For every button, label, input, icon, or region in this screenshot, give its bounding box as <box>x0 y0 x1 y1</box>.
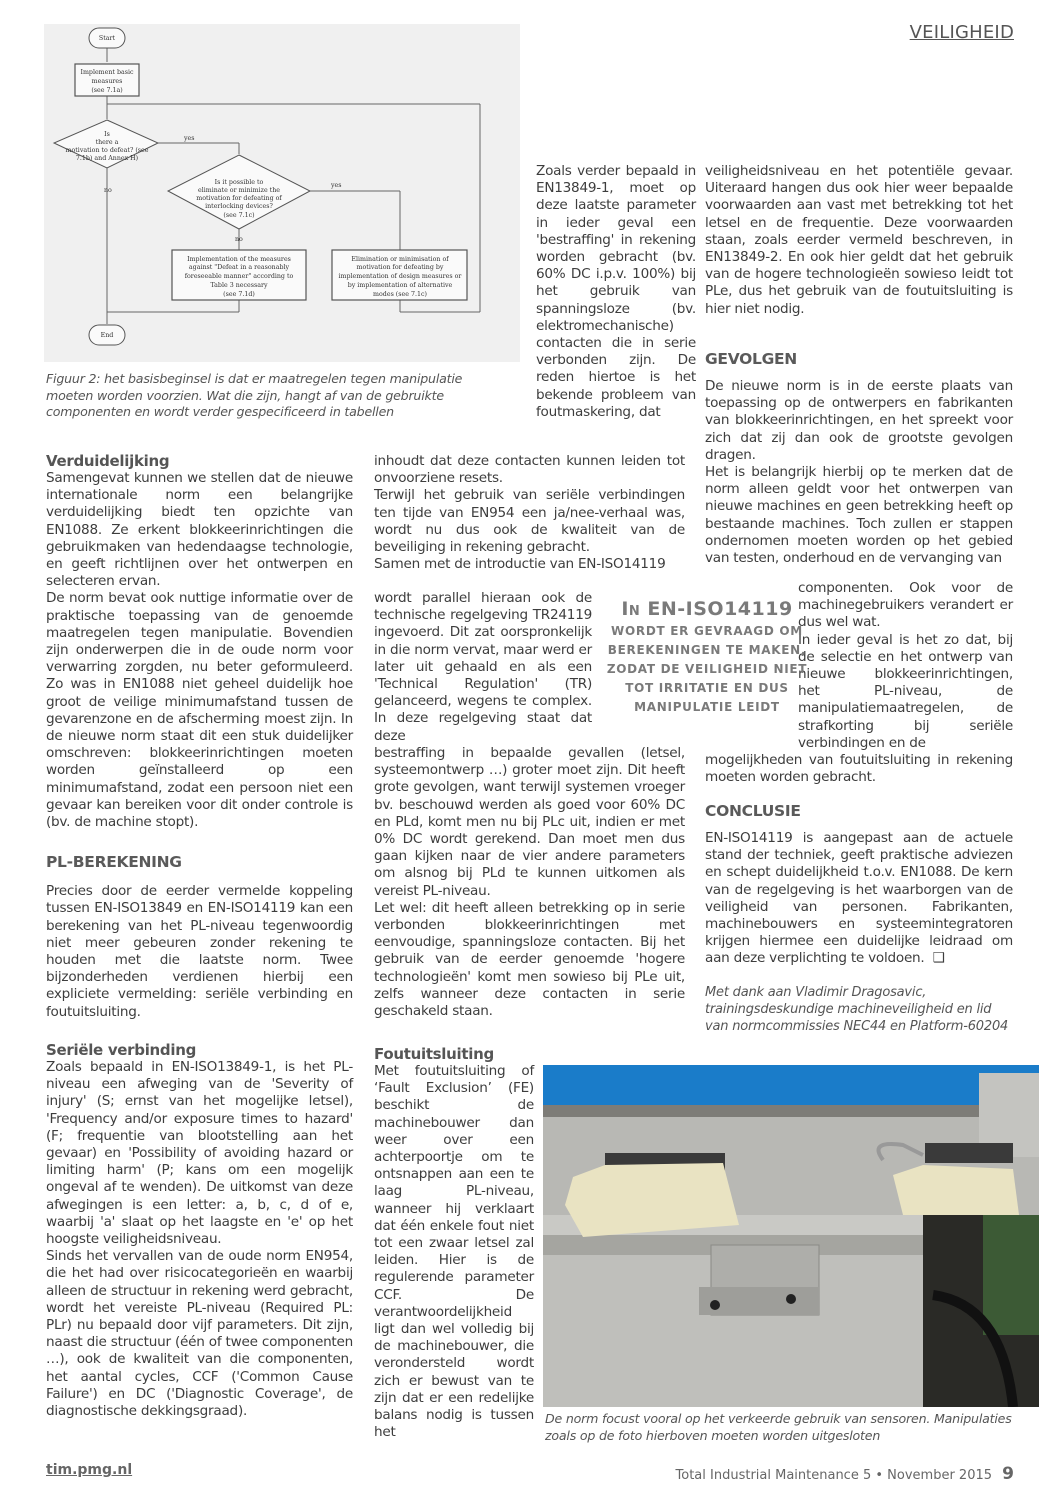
flow-basic-line: Implement basic <box>80 69 134 76</box>
flow-decision2-line: motivation for defeating of <box>196 195 282 202</box>
gevolgen-paragraph: De nieuwe norm is in de eerste plaats van toepassing op de ontwerpers en fabrikanten van blokkeerinrichtingen, en het spreekt voor zich dat zij dan ook de grootste gevolgen dragen. <box>705 378 1013 463</box>
flow-measures-line: (see 7.1d) <box>223 291 255 298</box>
machine-photo <box>543 1065 1039 1407</box>
conclusie-paragraph: EN-ISO14119 is aangepast aan de actuele stand der techniek, geeft praktische adviezen en schept duidelijkheid t.o.v. EN1088. De kern van de regelgeving is het waarborgen van de veiligheid van personen. Fabrikanten, machinebouwers en systeemintegratoren krijgen hiermee een duidelijke leidraad om aan deze verplichting te voldoen. <box>705 830 1013 967</box>
flow-elimination-line: implementation of design measures or <box>338 273 462 280</box>
flow-decision1-line: 7.1b) and Annex H) <box>75 155 139 162</box>
section-label: VEILIGHEID <box>909 22 1014 43</box>
column-1 <box>46 452 353 1420</box>
conclusie-section <box>705 802 1013 1035</box>
flow-decision2-line: interlocking devices? <box>205 203 273 210</box>
pull-quote-title: In EN-ISO14119 <box>621 598 793 620</box>
flow-decision1-line: Is <box>104 131 110 138</box>
flow-end-label: End <box>100 332 114 339</box>
gevolgen-paragraph: In ieder geval is het zo dat, bij de selectie en het ontwerp van nieuwe blokkeerinrichtingen, het PL-niveau, de manipulatiemaatregelen, de strafkorting bij seriële verbindingen en de <box>798 631 1013 751</box>
foutuitsluiting-heading: Foutuitsluiting <box>374 1045 494 1063</box>
site-link[interactable]: tim.pmg.nl <box>46 1462 133 1478</box>
flow-measures-line: foreseeable manner" according to <box>184 273 294 280</box>
pull-quote-body: WORDT ER GEVRAAGD OM BEREKENINGEN TE MAKEN, ZODAT DE VEILIGHEID NIET TOT IRRITATIE EN DUS MANIPULATIE LEIDT <box>606 624 808 714</box>
figure-caption: Figuur 2: het basisbeginsel is dat er maatregelen tegen manipulatie moeten worden voorzien. Wat die zijn, hangt af van de gebruikte componenten en wordt verder gespecificeerd in tabellen <box>46 371 463 419</box>
page-number: 9 <box>1002 1464 1014 1484</box>
pl-paragraph: Precies door de eerder vermelde koppeling tussen EN-ISO13849 en EN-ISO14119 kan een berekening van het PL-niveau tegenwoordig niet meer gebeuren zonder rekening te houden met die laatste norm. Twee bijzonderheden verdienen hierbij een expliciete vermelding: seriële verbinding en foutuitsluiting. <box>46 883 353 1020</box>
flow-elimination-line: by implementation of alternative <box>347 282 453 289</box>
flow-elimination-line: motivation for defeating by <box>356 264 444 271</box>
col2-top-paragraph: Zoals verder bepaald in EN13849-1, moet op deze laatste parameter in ieder geval een 'bestraffing' in rekening worden gebracht (bv. 60% DC i.p.v. 100%) bij het gebruik van spanningsloze (bv. elektromechanische) contacten die in serie verbonden zijn. De reden hiertoe is het bekende probleem van foutmaskering, dat <box>536 163 696 420</box>
seriele-paragraph: Sinds het vervallen van de oude norm EN954, die het had over risicocategorieën en waarbij alleen de structuur in rekening werd gebracht, wordt het vereiste PL-niveau (Required PL: PLr) nu bepaald door vijf parameters. Dit zijn, naast die structuur (één of twee componenten …), ook de kwaliteit van die componenten, het aantal cycles, CCF ('Common Cause Failure') en DC ('Diagnostic Coverage', de diagnostische dekkingsgraad). <box>46 1248 353 1419</box>
foutuitsluiting-section <box>374 1045 534 1441</box>
foutuitsluiting-paragraph: Met foutuitsluiting of ‘Fault Exclusion’ (FE) beschikt de machinebouwer dan weer over een achterpoortje om te ontsnappen aan een te laag PL-niveau, wanneer hij verklaart dat één enkele fout niet tot een zwaar letsel zal leiden. Hier is de regulerende parameter CCF. De verantwoordelijkheid ligt dan wel volledig bij de machinebouwer, die verondersteld wordt zich er bewust van te zijn dat er een redelijke balans nodig is tussen het <box>374 1063 534 1441</box>
seriele-verbinding-heading: Seriële verbinding <box>46 1040 197 1059</box>
gevolgen-paragraph: componenten. Ook voor de machinegebruikers verandert er dus wel wat. <box>798 580 1013 631</box>
gevolgen-section <box>705 350 1013 567</box>
footer-info <box>676 1464 1014 1484</box>
col2-paragraph: Terwijl het gebruik van seriële verbindingen ten tijde van EN954 een ja/nee-verhaal was, wordt nu dus ook de kwaliteit van de beveiliging in rekening gebracht. <box>374 487 685 556</box>
seriele-paragraph: Zoals bepaald in EN-ISO13849-1, is het PL-niveau een afweging van de 'Severity of injury' (S; ernst van het mogelijke letsel), 'Frequency and/or exposure times to hazard' (F; frequentie van blootstelling aan het gevaar) en 'Possibility of avoiding hazard or limiting harm' (P; kans om een mogelijk ongeval af te wenden). De uitkomst van deze afwegingen is een letter: a, b, c, d of e, waarbij 'a' slaat op het laagste en 'e' op het hoogste veiligheidsniveau. <box>46 1058 353 1247</box>
col2-paragraph: Let wel: dit heeft alleen betrekking op in serie verbonden blokkeerinrichtingen met eenvoudige, spanningsloze contacten. Bij het gebruik van de eerder genoemde 'hogere technologieën' komt men sowieso bij PLe uit, zelfs wanneer deze contacten in serie geschakeld staan. <box>374 899 685 1020</box>
flow-decision1-line: motivation to defeat? (see <box>65 147 149 154</box>
column-2-middle <box>374 453 685 573</box>
flow-no2-label: no <box>235 236 243 243</box>
flow-decision2-line: (see 7.1c) <box>223 212 255 219</box>
col2-paragraph: bestraffing in bepaalde gevallen (letsel, systeemontwerp …) groter moet zijn. Dit heeft grote gevolgen, want terwijl systemen vroeger bv. beschouwd werden als goed voor 60% DC en PLd, komt men nu bij PLc uit, indien er met 0% DC wordt gerekend. Dan moet men dus gaan kijken naar de vier andere parameters om alsnog bij PLd te kunnen uitkomen als vereist PL-niveau. <box>374 745 685 899</box>
verduidelijking-heading: Verduidelijking <box>46 452 170 470</box>
photo-caption: De norm focust vooral op het verkeerde gebruik van sensoren. Manipulaties zoals op de foto hierboven moeten worden uitgesloten <box>545 1411 1012 1443</box>
photo-tape-right <box>893 1165 1019 1215</box>
end-mark-icon: ❑ <box>932 950 945 967</box>
flow-measures-line: Table 3 necessary <box>210 282 268 289</box>
verduidelijking-paragraph: De norm bevat ook nuttige informatie over de praktische toepassing van de genoemde maatregelen tegen manipulatie. Bovendien zijn onderwerpen die in de oude norm voor verwarring zorgden, nu beter geformuleerd. Zo was in EN1088 niet geheel duidelijk hoe groot de veilige minimumafstand tussen de gevarenzone en de afscherming moest zijn. In de nieuwe norm staat dit een stuk duidelijker omschreven: blokkeerinrichtingen moeten worden geïnstalleerd op een minimumafstand, zodat een persoon niet een gevaar kan bereiken voor dit onder controle is (bv. de machine stopt). <box>46 590 353 831</box>
machine-photo-illustration <box>543 1065 1039 1407</box>
col2-paragraph: inhoudt dat deze contacten kunnen leiden tot onvoorziene resets. <box>374 453 685 487</box>
flow-decision1-line: there a <box>95 139 119 146</box>
column-2-lower <box>374 745 685 1020</box>
pl-berekening-heading: PL-BEREKENING <box>46 853 182 872</box>
photo-tape-left <box>565 1163 739 1237</box>
flow-elimination-line: Elimination or minimisation of <box>351 256 449 263</box>
pull-quote <box>596 598 818 717</box>
col2-wrap-paragraph: wordt parallel hieraan ook de technische regelgeving TR24119 ingevoerd. Dit zat oorspronkelijk in die norm vervat, maar werd er later uit gehaald en als een 'Technical Regulation' (TR) gelanceerd, wegens te complex. In deze regelgeving staat dat deze <box>374 590 592 744</box>
conclusie-heading: CONCLUSIE <box>705 802 801 820</box>
flow-yes1-label: yes <box>184 135 195 142</box>
flow-measures-line: against "Defeat in a reasonably <box>188 264 290 271</box>
flow-yes2-label: yes <box>331 182 342 189</box>
flowchart-svg <box>44 24 520 362</box>
col3-top-paragraph: veiligheidsniveau en het potentiële gevaar. Uiteraard hangen dus ook hier weer bepaalde voorwaarden aan vast met betrekking tot het letsel en de frequentie. Deze voorwaarden staan, zoals eerder vermeld beschreven, in EN13849-2. En ook hier geldt dat het gebruik van de hogere technologieën sowieso leidt tot PLe, dus het gebruik van de foutuitsluiting is hier niet nodig. <box>705 163 1013 317</box>
flowchart-figure <box>44 24 520 362</box>
verduidelijking-paragraph: Samengevat kunnen we stellen dat de nieuwe internationale norm een belangrijke verduidelijking biedt ten opzichte van EN1088. Ze erkent blokkeerinrichtingen die gebruikmaken van hedendaagse technologie, en geeft richtlijnen over het ontwerpen en selecteren ervan. <box>46 470 353 590</box>
magazine-info: Total Industrial Maintenance 5 • November 2015 <box>675 1468 993 1483</box>
gevolgen-heading: GEVOLGEN <box>705 350 797 368</box>
gevolgen-paragraph-end: mogelijkheden van foutuitsluiting in rekening moeten worden gebracht. <box>705 752 1013 786</box>
col2-paragraph: Samen met de introductie van EN-ISO14119 <box>374 556 666 573</box>
flow-basic-line: measures <box>91 78 123 85</box>
flow-no1-label: no <box>104 187 112 194</box>
flow-decision2-line: Is it possible to <box>214 179 264 186</box>
credit-text: Met dank aan Vladimir Dragosavic, trainingsdeskundige machineveiligheid en lid van normcommissies NEC44 en Platform-60204 <box>705 984 1009 1034</box>
flow-decision2-line: eliminate or minimize the <box>197 187 281 194</box>
flow-start-label: Start <box>98 35 116 42</box>
gevolgen-paragraph-continued <box>798 580 1013 752</box>
gevolgen-paragraph: Het is belangrijk hierbij op te merken dat de norm alleen geldt voor het ontwerpen van nieuwe machines en geen betrekking heeft op bestaande machines. Toch zullen er stappen ondernomen moeten worden op het gebied van testen, onderhoud en de vervanging van <box>705 464 1013 567</box>
flow-basic-line: (see 7.1a) <box>91 87 123 94</box>
flow-measures-line: Implementation of the measures <box>187 256 291 263</box>
flow-elimination-line: modes (see 7.1c) <box>373 291 427 298</box>
